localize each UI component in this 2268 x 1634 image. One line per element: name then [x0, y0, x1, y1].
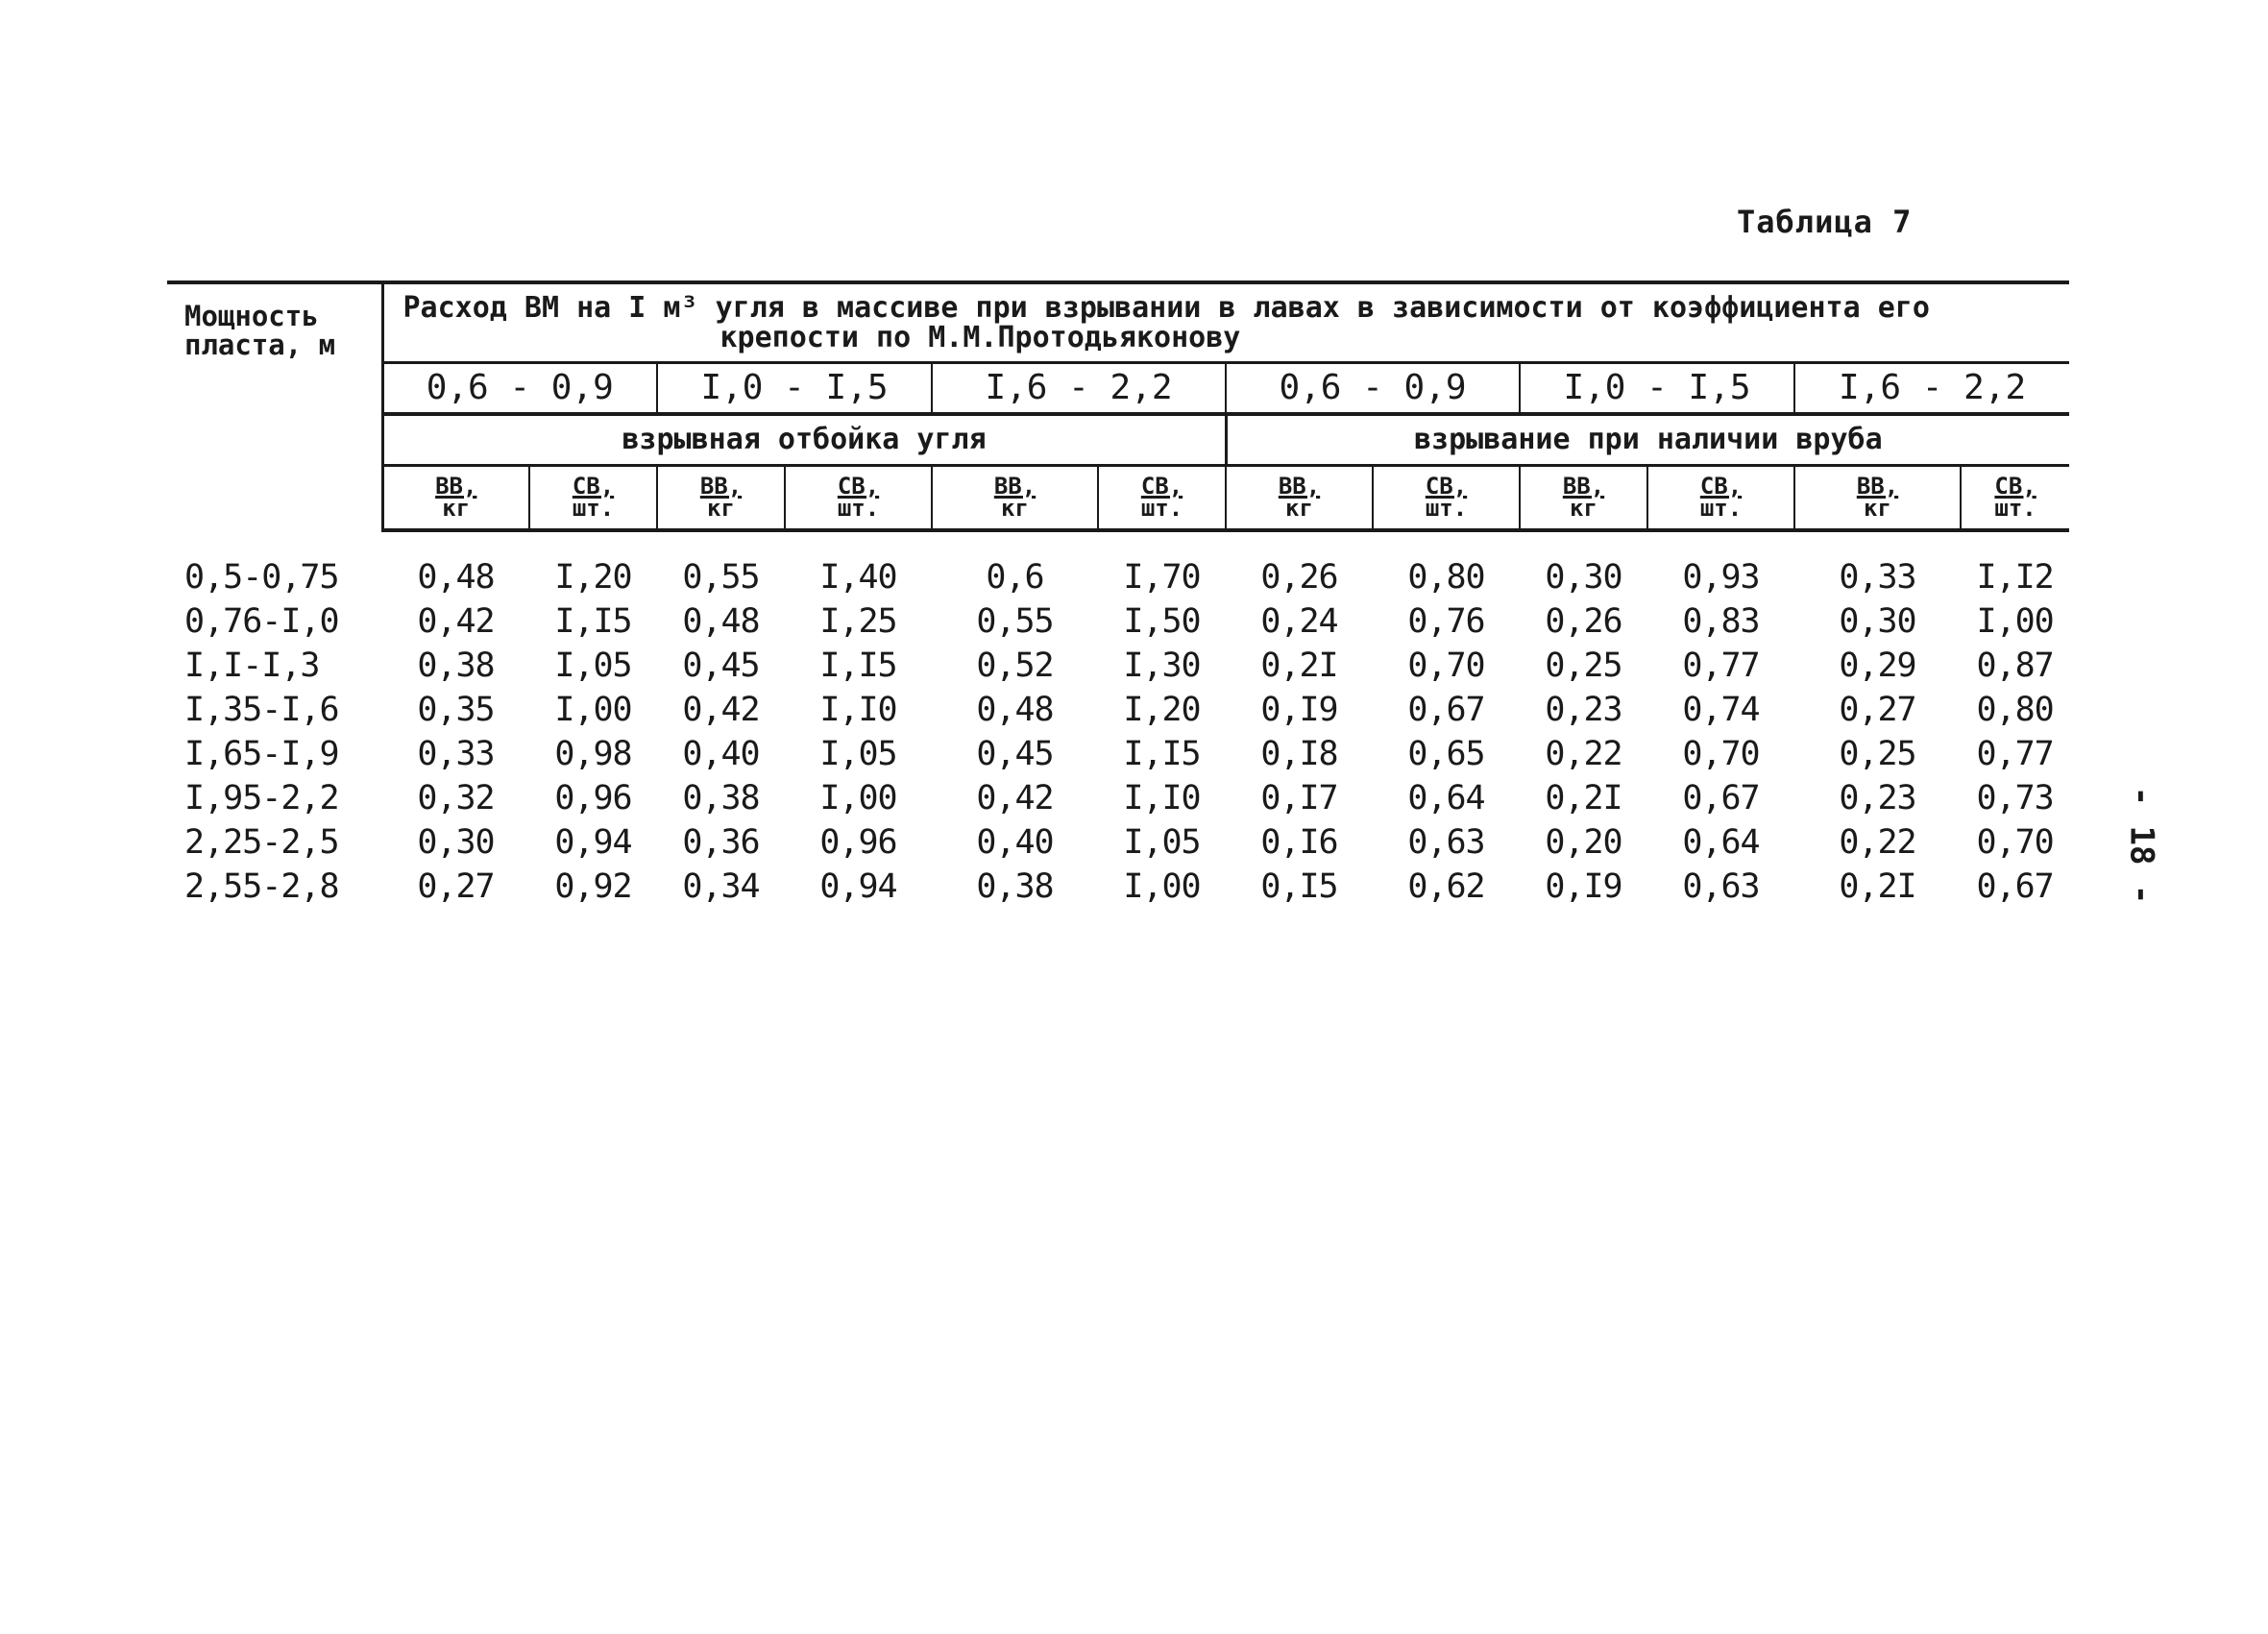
value-cell: 0,I7 — [1260, 779, 1338, 817]
hardness-range: 0,6 - 0,9 — [1226, 363, 1520, 415]
value-cell: 0,34 — [682, 867, 760, 906]
value-cell: 0,26 — [1545, 602, 1622, 641]
value-cell: 0,65 — [1407, 735, 1485, 773]
value-cell: 0,42 — [682, 691, 760, 729]
value-cell: 0,32 — [417, 779, 495, 817]
value-cell: I,20 — [554, 558, 632, 597]
value-cell: 0,48 — [682, 602, 760, 641]
value-cell: 0,87 — [1976, 646, 2054, 685]
value-cell: 0,67 — [1407, 691, 1485, 729]
unit-header: ВВ, кг — [1520, 466, 1647, 531]
value-cell: 0,42 — [976, 779, 1054, 817]
table-row — [167, 599, 2069, 644]
value-cell: 0,63 — [1407, 823, 1485, 862]
table-row — [167, 776, 2069, 820]
main-header-line2: крепости по М.М.Протодьяконову — [719, 321, 1241, 354]
value-cell: I,40 — [819, 558, 897, 597]
value-cell: 0,92 — [554, 867, 632, 906]
value-cell: 0,33 — [1839, 558, 1916, 597]
table-row — [167, 644, 2069, 688]
value-cell: 0,96 — [554, 779, 632, 817]
value-cell: 0,42 — [417, 602, 495, 641]
value-cell: 0,26 — [1260, 558, 1338, 597]
value-cell: I,00 — [1976, 602, 2054, 641]
value-cell: 0,6 — [986, 558, 1044, 597]
hardness-range-row — [167, 363, 2069, 415]
value-cell: 0,20 — [1545, 823, 1622, 862]
table-row — [167, 820, 2069, 865]
unit-header: ВВ, кг — [382, 466, 529, 531]
value-cell: 0,30 — [417, 823, 495, 862]
value-cell: 0,I8 — [1260, 735, 1338, 773]
value-cell: I,I0 — [1123, 779, 1201, 817]
unit-header: СВ, шт. — [1098, 466, 1226, 531]
value-cell: 0,30 — [1545, 558, 1622, 597]
value-cell: 0,48 — [417, 558, 495, 597]
value-cell: I,30 — [1123, 646, 1201, 685]
unit-header: ВВ, кг — [1226, 466, 1373, 531]
value-cell: I,05 — [819, 735, 897, 773]
value-cell: I,I5 — [819, 646, 897, 685]
value-cell: 0,70 — [1976, 823, 2054, 862]
value-cell: 0,70 — [1407, 646, 1485, 685]
thickness-cell: I,I-I,3 — [184, 646, 320, 685]
value-cell: 0,40 — [976, 823, 1054, 862]
value-cell: 0,76 — [1407, 602, 1485, 641]
value-cell: 0,25 — [1545, 646, 1622, 685]
value-cell: 0,29 — [1839, 646, 1916, 685]
value-cell: 0,67 — [1976, 867, 2054, 906]
main-header — [382, 282, 2069, 363]
value-cell: I,I0 — [819, 691, 897, 729]
value-cell: 0,22 — [1839, 823, 1916, 862]
unit-header: СВ, шт. — [785, 466, 932, 531]
table-row — [167, 865, 2069, 909]
value-cell: 0,38 — [682, 779, 760, 817]
thickness-cell: I,35-I,6 — [184, 691, 339, 729]
value-cell: 0,40 — [682, 735, 760, 773]
value-cell: 0,I6 — [1260, 823, 1338, 862]
table-row — [167, 688, 2069, 732]
thickness-cell: I,65-I,9 — [184, 735, 339, 773]
value-cell: 0,96 — [819, 823, 897, 862]
value-cell: I,05 — [1123, 823, 1201, 862]
value-cell: 0,62 — [1407, 867, 1485, 906]
value-cell: 0,80 — [1976, 691, 2054, 729]
hardness-range: I,0 - I,5 — [657, 363, 932, 415]
value-cell: 0,98 — [554, 735, 632, 773]
value-cell: I,00 — [1123, 867, 1201, 906]
value-cell: 0,35 — [417, 691, 495, 729]
value-cell: 0,33 — [417, 735, 495, 773]
value-cell: 0,38 — [976, 867, 1054, 906]
value-cell: I,00 — [554, 691, 632, 729]
method-row — [167, 414, 2069, 466]
value-cell: 0,83 — [1682, 602, 1760, 641]
table-row — [167, 732, 2069, 776]
thickness-cell: 0,5-0,75 — [184, 558, 339, 597]
method-header-cut: взрывание при наличии вруба — [1226, 414, 2069, 466]
value-cell: 0,77 — [1976, 735, 2054, 773]
value-cell: 0,25 — [1839, 735, 1916, 773]
value-cell: 0,27 — [417, 867, 495, 906]
thickness-header: Мощность пласта, м — [167, 282, 382, 530]
value-cell: 0,73 — [1976, 779, 2054, 817]
value-cell: 0,I5 — [1260, 867, 1338, 906]
value-cell: 0,94 — [554, 823, 632, 862]
spacer-row — [167, 530, 2069, 555]
value-cell: 0,55 — [976, 602, 1054, 641]
value-cell: 0,24 — [1260, 602, 1338, 641]
consumption-table — [167, 280, 2069, 909]
table-label: Таблица 7 — [1737, 204, 1913, 240]
thickness-cell: I,95-2,2 — [184, 779, 339, 817]
value-cell: 0,I9 — [1260, 691, 1338, 729]
value-cell: 0,55 — [682, 558, 760, 597]
hardness-range: 0,6 - 0,9 — [382, 363, 657, 415]
value-cell: 0,93 — [1682, 558, 1760, 597]
unit-header: СВ, шт. — [1961, 466, 2069, 531]
value-cell: 0,52 — [976, 646, 1054, 685]
value-cell: 0,48 — [976, 691, 1054, 729]
value-cell: 0,80 — [1407, 558, 1485, 597]
value-cell: 0,2I — [1545, 779, 1622, 817]
thickness-cell: 0,76-I,0 — [184, 602, 339, 641]
value-cell: 0,30 — [1839, 602, 1916, 641]
value-cell: 0,70 — [1682, 735, 1760, 773]
unit-header: СВ, шт. — [1647, 466, 1794, 531]
value-cell: 0,I9 — [1545, 867, 1622, 906]
unit-header: СВ, шт. — [1373, 466, 1520, 531]
value-cell: 0,27 — [1839, 691, 1916, 729]
unit-header: ВВ, кг — [1794, 466, 1961, 531]
value-cell: 0,36 — [682, 823, 760, 862]
thickness-cell: 2,25-2,5 — [184, 823, 339, 862]
value-cell: I,I2 — [1976, 558, 2054, 597]
main-header-line1: Расход ВМ на I м³ угля в массиве при взрывании в лавах в зависимости от коэффициента его — [402, 290, 1930, 325]
value-cell: 0,22 — [1545, 735, 1622, 773]
value-cell: I,20 — [1123, 691, 1201, 729]
value-cell: I,50 — [1123, 602, 1201, 641]
header-row-main — [167, 282, 2069, 363]
value-cell: I,05 — [554, 646, 632, 685]
value-cell: I,00 — [819, 779, 897, 817]
unit-header: СВ, шт. — [529, 466, 657, 531]
table-body — [167, 530, 2069, 909]
value-cell: 0,45 — [682, 646, 760, 685]
unit-header: ВВ, кг — [657, 466, 785, 531]
value-cell: 0,94 — [819, 867, 897, 906]
hardness-range: I,6 - 2,2 — [1794, 363, 2069, 415]
value-cell: 0,63 — [1682, 867, 1760, 906]
value-cell: 0,2I — [1839, 867, 1916, 906]
value-cell: 0,64 — [1407, 779, 1485, 817]
value-cell: 0,45 — [976, 735, 1054, 773]
table-row — [167, 555, 2069, 599]
value-cell: I,70 — [1123, 558, 1201, 597]
value-cell: 0,2I — [1260, 646, 1338, 685]
method-header-breaking: взрывная отбойка угля — [382, 414, 1226, 466]
hardness-range: I,0 - I,5 — [1520, 363, 1794, 415]
value-cell: 0,77 — [1682, 646, 1760, 685]
value-cell: 0,64 — [1682, 823, 1760, 862]
hardness-range: I,6 - 2,2 — [932, 363, 1226, 415]
value-cell: 0,38 — [417, 646, 495, 685]
value-cell: I,25 — [819, 602, 897, 641]
value-cell: I,I5 — [554, 602, 632, 641]
value-cell: I,I5 — [1123, 735, 1201, 773]
value-cell: 0,23 — [1839, 779, 1916, 817]
value-cell: 0,74 — [1682, 691, 1760, 729]
thickness-cell: 2,55-2,8 — [184, 867, 339, 906]
unit-header: ВВ, кг — [932, 466, 1098, 531]
value-cell: 0,23 — [1545, 691, 1622, 729]
value-cell: 0,67 — [1682, 779, 1760, 817]
page-number: - 18 - — [2122, 786, 2161, 905]
unit-row — [167, 466, 2069, 531]
